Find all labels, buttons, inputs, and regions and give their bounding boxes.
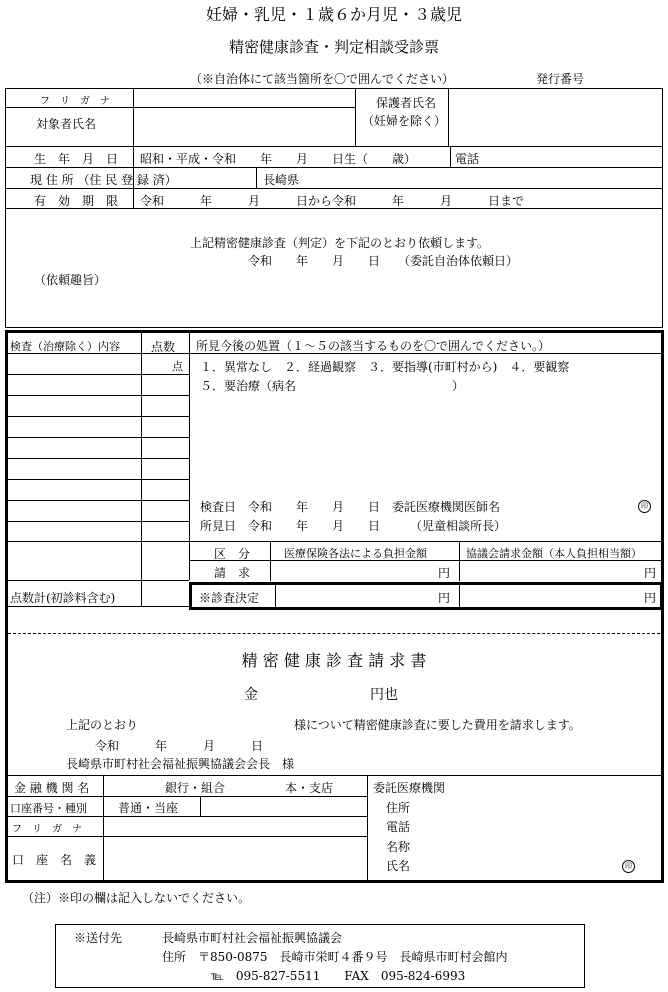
insurance-header: 医療保険各法による負担金額 xyxy=(284,547,427,560)
category-label: 区 分 xyxy=(214,547,251,561)
invoice-date: 令和 年 月 日 xyxy=(95,739,264,753)
findings-header: 所見今後の処置（１～５の該当するものを〇で囲んでください。） xyxy=(196,339,551,353)
institution-seal-mark: 印 xyxy=(622,860,635,873)
institution-title: 委託医療機関 xyxy=(373,781,446,795)
exam-content-header: 検査（治療除く）内容 xyxy=(10,340,120,353)
seal-mark: 印 xyxy=(638,500,651,513)
birth-date-value: 昭和・平成・令和 年 月 日生（ 歳） xyxy=(140,152,417,166)
institution-phone-label: 電話 xyxy=(386,820,411,834)
furigana-label: フ リ ガ ナ xyxy=(40,96,110,107)
decision-row xyxy=(189,582,663,610)
invoice-amount: 金 円也 xyxy=(244,687,398,703)
address-value: 長崎県 xyxy=(263,173,300,187)
valid-period-label: 有 効 期 限 xyxy=(34,194,119,208)
invoice-text: 上記のとおり 様について精密健康診査に要した費用を請求します。 xyxy=(66,718,581,732)
birth-date-label: 生 年 月 日 xyxy=(34,152,119,166)
invoice-addressee: 長崎県市町村社会福祉振興協議会会長 様 xyxy=(66,757,295,771)
send-to-label: ※送付先 xyxy=(74,931,123,945)
footer-note: （注）※印の欄は記入しないでください。 xyxy=(22,891,251,905)
address-label: 現 住 所 （住 民 登 録 済） xyxy=(30,173,177,187)
guardian-note: （妊婦を除く） xyxy=(362,114,447,128)
header-note: （※自治体にて該当箇所を〇で囲んでください） xyxy=(190,72,455,86)
decision-insurance-yen: 円 xyxy=(438,591,451,605)
points-unit: 点 xyxy=(172,360,183,373)
council-yen: 円 xyxy=(644,566,657,580)
request-date: 令和 年 月 日 （委託自治体依頼日） xyxy=(248,254,519,268)
bank-name-label: 金 融 機 関 名 xyxy=(14,781,90,795)
issue-number-label: 発行番号 xyxy=(536,72,585,86)
institution-person-label: 氏名 xyxy=(386,859,411,873)
decision-council-yen: 円 xyxy=(644,591,657,605)
account-number-label: 口座番号・種別 xyxy=(10,802,87,815)
form-title: 精密健康診査・判定相談受診票 xyxy=(228,38,439,56)
exam-date-line: 検査日 令和 年 月 日 委託医療機関医師名 xyxy=(200,500,501,514)
insurance-yen: 円 xyxy=(438,566,451,580)
send-to-organization: 長崎県市町村社会福祉振興協議会 xyxy=(162,931,343,945)
findings-options-2: ５．要治療（病名 ） xyxy=(200,379,465,393)
request-text: 上記精密健康診査（判定）を下記のとおり依頼します。 xyxy=(190,236,490,250)
phone-label: 電話 xyxy=(455,152,480,166)
account-holder-label: 口 座 名 義 xyxy=(12,853,97,867)
account-type-value: 普通・当座 xyxy=(118,801,179,815)
total-points-label: 点数計(初診料含む) xyxy=(10,591,116,605)
form-subtitle: 妊婦・乳児・１歳６か月児・３歳児 xyxy=(205,5,462,24)
council-header: 協議会請求金額（本人負担相当額） xyxy=(466,547,642,560)
findings-options-1: １．異常なし ２．経過観察 ３．要指導(市町村から) ４．要観察 xyxy=(200,360,570,374)
send-to-phone: ℡ 095-827-5511 FAX 095-824-6993 xyxy=(211,969,466,983)
invoice-title: 精 密 健 康 診 査 請 求 書 xyxy=(241,651,427,670)
institution-address-label: 住所 xyxy=(386,801,411,815)
claim-label: 請 求 xyxy=(214,566,251,580)
guardian-label: 保護者氏名 xyxy=(376,96,437,110)
institution-name-label: 名称 xyxy=(386,840,411,854)
send-to-address: 住所 〒850-0875 長崎市栄町４番９号 長崎県市町村会館内 xyxy=(162,950,508,964)
request-reason-label: （依頼趣旨） xyxy=(34,273,107,287)
subject-name-label: 対象者氏名 xyxy=(36,117,97,131)
valid-period-value: 令和 年 月 日から令和 年 月 日まで xyxy=(140,194,525,208)
decision-label: ※診査決定 xyxy=(199,591,260,605)
account-furigana-label: フ リ ガ ナ xyxy=(12,824,82,835)
separator xyxy=(8,633,660,634)
finding-date-line: 所見日 令和 年 月 日 （児童相談所長） xyxy=(200,519,507,533)
bank-name-value: 銀行・組合 本・支店 xyxy=(165,781,334,795)
exam-points-header: 点数 xyxy=(151,340,176,354)
